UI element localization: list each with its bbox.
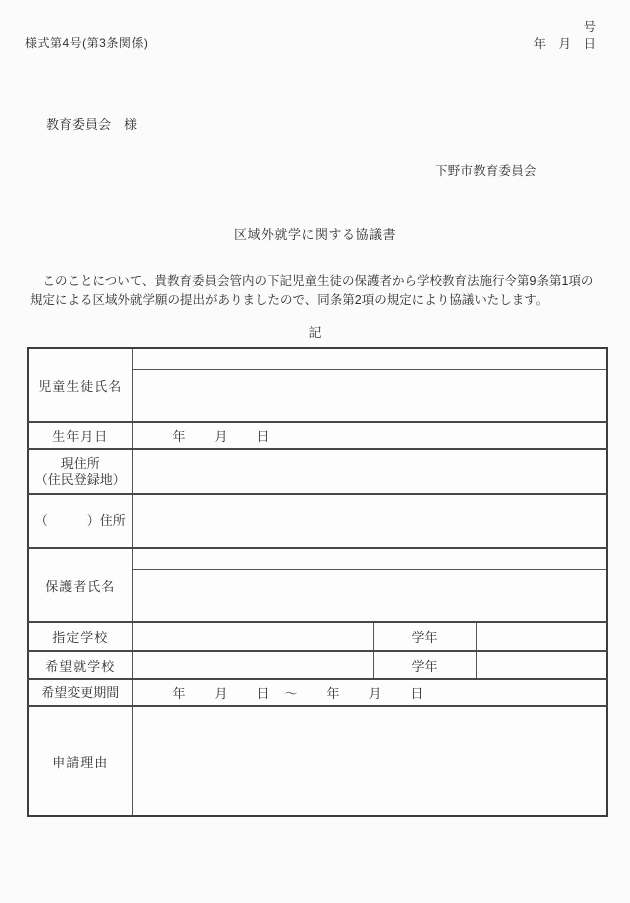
body-line-1: このことについて、貴教育委員会管内の下記児童生徒の保護者から学校教育法施行令第9条第1項の: [30, 274, 594, 288]
document-number-block: [533, 19, 596, 53]
body-paragraph: [30, 272, 615, 310]
birth-date-cell: 年 月 日: [132, 422, 607, 449]
current-address-row: [28, 449, 607, 494]
birth-date-label: 生年月日: [28, 422, 132, 449]
other-address-label: （ ）住所: [28, 494, 132, 548]
body-line-2: 規定による区域外就学願の提出がありましたので、同条第2項の規定により協議いたします。: [30, 293, 549, 307]
reason-cell: [132, 706, 607, 816]
student-name-label: 児童生徒氏名: [28, 348, 132, 422]
desired-grade-label: 学年: [373, 651, 476, 679]
current-address-label-line1: 現住所: [60, 455, 100, 471]
guardian-name-label: 保護者氏名: [28, 548, 132, 622]
desired-grade-cell: [476, 651, 607, 679]
reason-row: [28, 706, 607, 816]
desired-school-row: [28, 651, 607, 679]
guardian-name-furigana-cell: [132, 548, 607, 569]
change-period-cell: 年 月 日 ～ 年 月 日: [132, 679, 607, 706]
other-address-cell: [132, 494, 607, 548]
reason-label: 申請理由: [28, 706, 132, 816]
change-period-label: 希望変更期間: [28, 679, 132, 706]
current-address-cell: [132, 449, 607, 494]
designated-grade-cell: [476, 622, 607, 651]
desired-school-cell: [132, 651, 373, 679]
document-number-suffix: 号: [583, 20, 596, 34]
guardian-name-furigana-row: [28, 548, 607, 569]
current-address-label-line2: （住民登録地）: [34, 471, 126, 487]
designated-school-cell: [132, 622, 373, 651]
student-name-furigana-cell: [132, 348, 607, 369]
birth-date-row: [28, 422, 607, 449]
change-period-row: [28, 679, 607, 706]
designated-school-label: 指定学校: [28, 622, 132, 651]
addressee-line: 教育委員会 様: [46, 117, 138, 132]
student-name-furigana-row: [28, 348, 607, 369]
date-placeholder: 年 月 日: [533, 37, 596, 51]
guardian-name-cell: [132, 569, 607, 622]
form-code-label: 様式第4号(第3条関係): [25, 36, 149, 50]
application-form-table: [27, 347, 608, 817]
designated-grade-label: 学年: [373, 622, 476, 651]
document-title: 区域外就学に関する協議書: [233, 227, 396, 242]
sender-line: 下野市教育委員会: [435, 164, 537, 178]
current-address-label: [28, 449, 132, 494]
record-mark: 記: [308, 325, 322, 340]
student-name-cell: [132, 369, 607, 422]
desired-school-label: 希望就学校: [28, 651, 132, 679]
designated-school-row: [28, 622, 607, 651]
other-address-row: [28, 494, 607, 548]
